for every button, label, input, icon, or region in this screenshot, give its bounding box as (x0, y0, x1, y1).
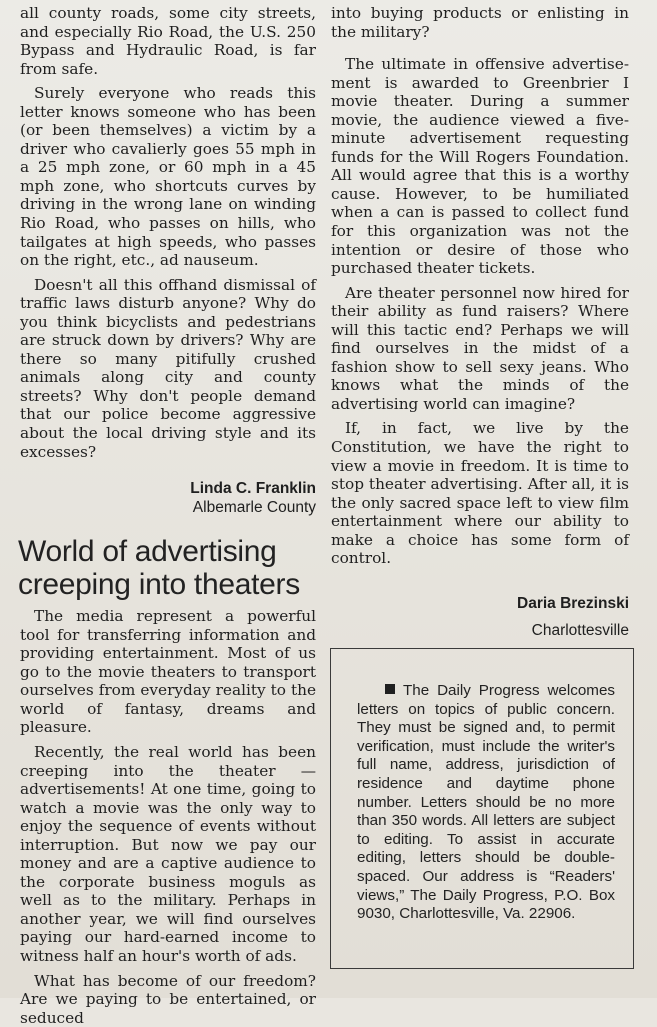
letter-paragraph: The ultimate in offensive advertisement is awarded to Greenbrier I movie theater. During a summer movie, the audience viewed a five-minute advertisement requesting funds for the Will Rogers Foundation. All would agree that this is a worthy cause. However, to be humiliated when a can is passed to collect fund for this organization was not the intention or desire of those who purchased theater tickets. (331, 55, 629, 278)
letter-paragraph: Recently, the real world has been creeping into the theater — advertisements! At one time, going to watch a movie was the only way to enjoy the sequence of events without interruption. But now we pay our money and are a captive audience to the corporate business moguls as well as to the military. Perhaps in another year, we will find ourselves paying our hard-earned income to witness half an hour's worth of ads. (20, 742, 316, 965)
letter-signature (331, 594, 629, 640)
signature-name: Daria Brezinski (517, 594, 629, 612)
square-bullet-icon (385, 684, 395, 694)
letters-policy-text: The Daily Progress welcomes letters on topics of public concern. They must be signed and, to permit verification, must include the writer's full name, address, jurisdiction of residence and daytime phone number. Letters should be no more than 350 words. All letters are subject to editing. To assist in accurate editing, letters should be double-spaced. Our address is “Readers' views,” The Daily Progress, P.O. Box 9030, Charlottesville, Va. 22906. (357, 682, 615, 923)
letter-paragraph: What has become of our freedom? Are we paying to be entertained, or seduced (20, 971, 316, 1027)
letter-paragraph: The media represent a powerful tool for transferring information and providing entertainment. Most of us go to the movie theaters to transport ourselves from everyday reality to the world of fantasy, dreams and pleasure. (20, 607, 316, 737)
letter-paragraph: If, in fact, we live by the Constitution, we have the right to view a movie in freedom. It is time to stop theater advertising. After all, it is the only sacred space left to view film entertainment where our ability to make a choice has some form of control. (331, 419, 629, 568)
signature-place: Charlottesville (531, 621, 629, 639)
letter-paragraph: all county roads, some city streets, and especially Rio Road, the U.S. 250 Bypass and Hydraulic Road, is far from safe. (20, 4, 316, 78)
letters-policy-box (330, 648, 634, 969)
signature-name: Linda C. Franklin (190, 480, 316, 498)
letter-paragraph: Doesn't all this offhand dismissal of traffic laws disturb anyone? Why do you think bicyclists and pedestrians are struck down by drivers? Why are there so many pitifully crushed animals along city and county streets? Why don't people demand that our police become aggressive about the local driving style and its excesses? (20, 275, 316, 461)
letter-paragraph: Surely everyone who reads this letter knows someone who has been (or been themselves) a victim by a driver who cavalierly goes 55 mph in a 25 mph zone, or 60 mph in a 45 mph zone, who shortcuts curves by driving in the wrong lane on winding Rio Road, who passes on hills, who tailgates at high speeds, who passes on the right, etc., ad nauseum. (20, 84, 316, 270)
right-column (331, 4, 629, 640)
article-headline: World of advertising creeping into theaters (18, 535, 300, 602)
letter-paragraph: Are theater personnel now hired for their ability as fund raisers? Where will this tactic end? Perhaps we will find ourselves in the midst of a fashion show to sell sexy jeans. Who knows what the minds of the advertising world can imagine? (331, 283, 629, 413)
signature-place: Albemarle County (192, 499, 316, 517)
letter-signature (20, 479, 316, 517)
left-column (20, 4, 316, 1027)
letter-paragraph: into buying products or enlisting in the military? (331, 4, 629, 41)
